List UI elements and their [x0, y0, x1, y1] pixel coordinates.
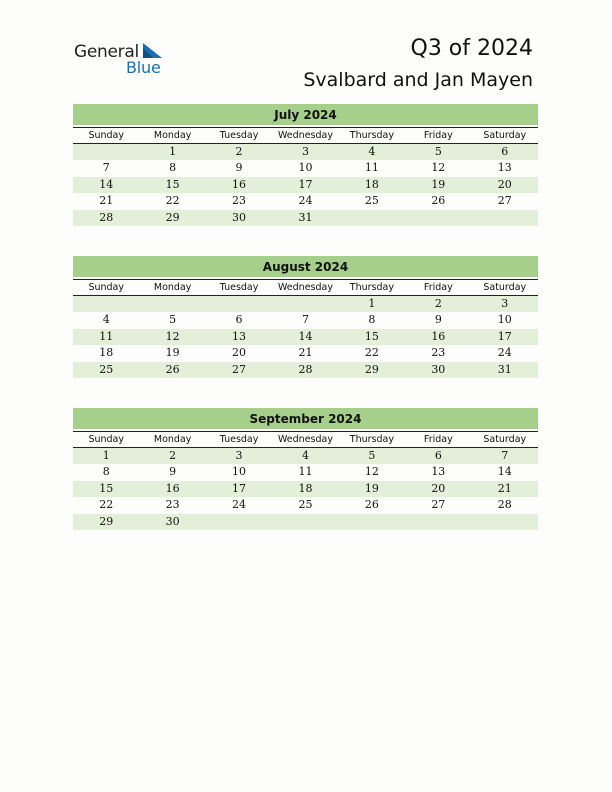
day-cell: 6 [501, 145, 509, 158]
day-cell: 6 [434, 449, 442, 462]
day-cell: 28 [298, 362, 313, 376]
day-cell: 29 [165, 210, 180, 224]
day-cell: 20 [232, 346, 247, 360]
weekday-wednesday: Wednesday [277, 282, 333, 293]
day-cell: 26 [431, 194, 446, 208]
month-header: September 2024 [73, 408, 538, 429]
day-cell: 5 [368, 449, 376, 462]
day-cell: 28 [99, 210, 114, 224]
day-cell: 26 [165, 362, 180, 376]
day-cell: 7 [501, 449, 509, 462]
weekday-wednesday: Wednesday [277, 130, 333, 141]
day-cell: 1 [368, 297, 376, 310]
day-cell: 24 [232, 498, 247, 512]
country-title: Svalbard and Jan Mayen [303, 69, 533, 91]
day-cell: 4 [301, 449, 309, 462]
day-cell: 21 [497, 481, 512, 495]
day-cell: 22 [165, 194, 180, 208]
weekday-saturday: Saturday [483, 434, 527, 445]
day-cell [73, 296, 139, 312]
weekday-thursday: Thursday [349, 434, 394, 445]
day-cell: 11 [99, 329, 114, 343]
day-cell: 13 [497, 161, 512, 175]
day-cell: 31 [298, 210, 313, 224]
day-cell: 8 [169, 161, 177, 175]
week-row [73, 464, 538, 480]
day-cell: 15 [165, 177, 180, 191]
logo-blue-text: Blue [126, 58, 161, 77]
day-cell: 30 [431, 362, 446, 376]
day-cell: 8 [368, 313, 376, 327]
day-cell: 10 [298, 161, 313, 175]
week-row [73, 497, 538, 513]
weekday-friday: Friday [423, 130, 453, 141]
day-cell: 16 [232, 177, 247, 191]
weekday-header-row [73, 127, 538, 144]
week-row [73, 177, 538, 193]
weekday-saturday: Saturday [483, 130, 527, 141]
generalblue-logo [74, 42, 174, 78]
day-cell: 21 [99, 194, 114, 208]
day-cell: 18 [298, 481, 313, 495]
day-cell: 24 [298, 194, 313, 208]
quarter-title: Q3 of 2024 [410, 36, 533, 61]
day-cell: 17 [497, 329, 512, 343]
day-cell: 23 [165, 498, 180, 512]
day-cell: 26 [364, 498, 379, 512]
day-cell: 1 [169, 145, 177, 158]
weekday-monday: Monday [153, 282, 192, 293]
weekday-header-row [73, 431, 538, 448]
day-cell: 17 [232, 481, 247, 495]
weekday-thursday: Thursday [349, 282, 394, 293]
day-cell [272, 296, 338, 312]
day-cell: 4 [102, 313, 110, 327]
weekday-sunday: Sunday [88, 434, 124, 445]
day-cell: 28 [497, 498, 512, 512]
day-cell: 6 [235, 313, 243, 327]
day-cell: 8 [102, 465, 110, 479]
day-cell [472, 210, 538, 226]
day-cell: 10 [497, 313, 512, 327]
day-cell: 9 [169, 465, 177, 479]
weekday-header-row [73, 279, 538, 296]
day-cell [339, 210, 405, 226]
week-row [73, 160, 538, 176]
day-cell: 11 [364, 161, 379, 175]
day-cell: 14 [99, 177, 114, 191]
week-row [73, 481, 538, 497]
day-cell: 20 [497, 177, 512, 191]
day-cell: 2 [169, 449, 177, 462]
week-row [73, 296, 538, 312]
day-cell: 19 [364, 481, 379, 495]
day-cell: 14 [298, 329, 313, 343]
day-cell: 25 [298, 498, 313, 512]
day-cell: 18 [364, 177, 379, 191]
day-cell: 9 [434, 313, 442, 327]
day-cell: 19 [165, 346, 180, 360]
weekday-thursday: Thursday [349, 130, 394, 141]
day-cell: 10 [232, 465, 247, 479]
month-header: July 2024 [73, 104, 538, 125]
day-cell: 11 [298, 465, 313, 479]
day-cell: 29 [99, 514, 114, 528]
day-cell: 4 [368, 145, 376, 158]
weekday-monday: Monday [153, 130, 192, 141]
day-cell: 12 [431, 161, 446, 175]
day-cell: 13 [431, 465, 446, 479]
day-cell [339, 514, 405, 530]
day-cell: 17 [298, 177, 313, 191]
day-cell: 1 [102, 449, 110, 462]
day-cell [206, 296, 272, 312]
day-cell: 20 [431, 481, 446, 495]
day-cell: 12 [364, 465, 379, 479]
day-cell: 29 [364, 362, 379, 376]
day-cell: 27 [497, 194, 512, 208]
weekday-monday: Monday [153, 434, 192, 445]
day-cell: 12 [165, 329, 180, 343]
week-row [73, 193, 538, 209]
day-cell [206, 514, 272, 530]
day-cell: 30 [165, 514, 180, 528]
day-cell: 9 [235, 161, 243, 175]
day-cell: 5 [434, 145, 442, 158]
day-cell: 16 [165, 481, 180, 495]
day-cell: 3 [301, 145, 309, 158]
day-cell: 2 [434, 297, 442, 310]
day-cell: 21 [298, 346, 313, 360]
weekday-sunday: Sunday [88, 282, 124, 293]
logo-general-text: General [74, 42, 139, 62]
day-cell: 30 [232, 210, 247, 224]
week-row [73, 312, 538, 328]
day-cell: 27 [431, 498, 446, 512]
day-cell [405, 514, 471, 530]
month-august [73, 256, 538, 378]
day-cell [139, 296, 205, 312]
weekday-saturday: Saturday [483, 282, 527, 293]
month-july [73, 104, 538, 226]
week-row [73, 362, 538, 378]
weekday-sunday: Sunday [88, 130, 124, 141]
weekday-tuesday: Tuesday [219, 130, 259, 141]
weekday-tuesday: Tuesday [219, 434, 259, 445]
weekday-wednesday: Wednesday [277, 434, 333, 445]
day-cell: 3 [235, 449, 243, 462]
day-cell: 15 [99, 481, 114, 495]
day-cell: 7 [301, 313, 309, 327]
day-cell: 7 [102, 161, 110, 175]
day-cell: 27 [232, 362, 247, 376]
day-cell: 25 [364, 194, 379, 208]
day-cell: 18 [99, 346, 114, 360]
day-cell: 16 [431, 329, 446, 343]
day-cell: 3 [501, 297, 509, 310]
day-cell: 25 [99, 362, 114, 376]
day-cell [272, 514, 338, 530]
day-cell: 19 [431, 177, 446, 191]
week-row [73, 329, 538, 345]
day-cell: 23 [232, 194, 247, 208]
weekday-tuesday: Tuesday [219, 282, 259, 293]
weekday-friday: Friday [423, 282, 453, 293]
day-cell: 14 [497, 465, 512, 479]
week-row [73, 514, 538, 530]
week-row [73, 144, 538, 160]
week-row [73, 448, 538, 464]
day-cell [472, 514, 538, 530]
day-cell: 22 [364, 346, 379, 360]
week-row [73, 210, 538, 226]
logo-triangle-icon [141, 43, 163, 59]
month-september [73, 408, 538, 530]
day-cell: 5 [169, 313, 177, 327]
day-cell: 2 [235, 145, 243, 158]
day-cell: 23 [431, 346, 446, 360]
day-cell: 31 [497, 362, 512, 376]
day-cell: 22 [99, 498, 114, 512]
day-cell [73, 144, 139, 160]
day-cell: 15 [364, 329, 379, 343]
month-header: August 2024 [73, 256, 538, 277]
day-cell: 13 [232, 329, 247, 343]
weekday-friday: Friday [423, 434, 453, 445]
week-row [73, 345, 538, 361]
day-cell [405, 210, 471, 226]
day-cell: 24 [497, 346, 512, 360]
